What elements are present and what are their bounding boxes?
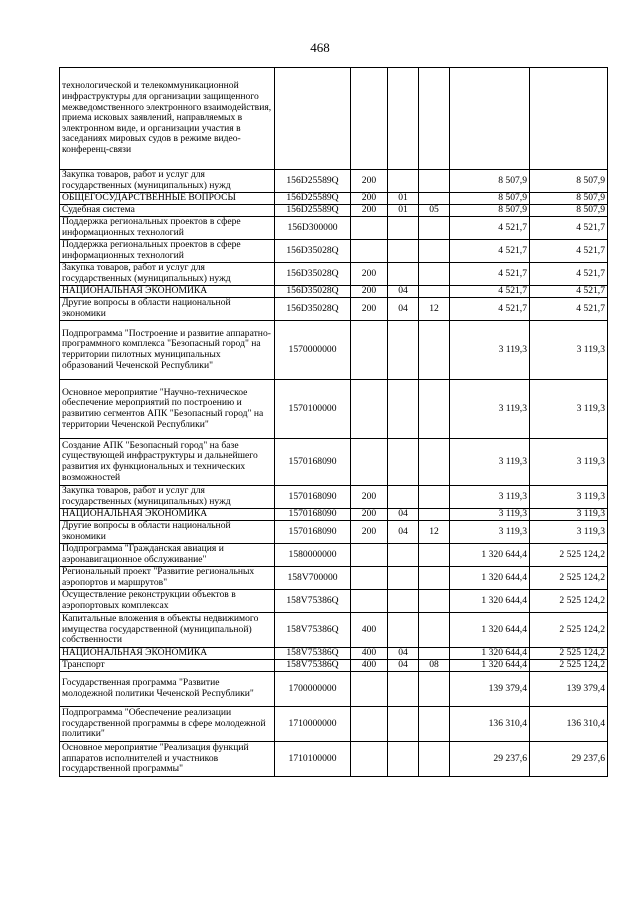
row-name-cell: Поддержка региональных проектов в сфере информационных технологий	[60, 240, 275, 263]
budget-table	[59, 67, 608, 777]
row-name-cell: Закупка товаров, работ и услуг для государственных (муниципальных) нужд	[60, 170, 275, 193]
subsection-cell: 12	[419, 521, 450, 544]
expense-type-cell: 400	[351, 660, 388, 672]
subsection-cell	[419, 439, 450, 486]
amount-2021-cell: 139 379,4	[450, 672, 530, 707]
amount-2021-cell: 1 320 644,4	[450, 613, 530, 648]
amount-2022-cell: 3 119,3	[530, 521, 608, 544]
amount-2022-cell: 2 525 124,2	[530, 590, 608, 613]
table-row	[60, 521, 608, 544]
amount-2021-cell: 3 119,3	[450, 380, 530, 439]
row-name-cell: Осуществление реконструкции объектов в аэропортовых комплексах	[60, 590, 275, 613]
expense-type-cell: 400	[351, 648, 388, 660]
row-name-cell: Закупка товаров, работ и услуг для государственных (муниципальных) нужд	[60, 263, 275, 286]
budget-code-cell: 158V75386Q	[275, 660, 351, 672]
subsection-cell	[419, 240, 450, 263]
amount-2022-cell: 2 525 124,2	[530, 648, 608, 660]
subsection-cell	[419, 217, 450, 240]
budget-code-cell: 1570100000	[275, 380, 351, 439]
budget-code-cell: 1570168090	[275, 486, 351, 509]
section-cell	[388, 486, 419, 509]
amount-2021-cell: 1 320 644,4	[450, 567, 530, 590]
amount-2021-cell: 3 119,3	[450, 439, 530, 486]
expense-type-cell: 400	[351, 613, 388, 648]
budget-code-cell: 156D25589Q	[275, 205, 351, 217]
amount-2022-cell: 2 525 124,2	[530, 567, 608, 590]
table-row	[60, 742, 608, 777]
expense-type-cell: 200	[351, 205, 388, 217]
table-row	[60, 544, 608, 567]
amount-2021-cell: 8 507,9	[450, 170, 530, 193]
amount-2021-cell: 8 507,9	[450, 193, 530, 205]
expense-type-cell: 200	[351, 170, 388, 193]
amount-2022-cell: 4 521,7	[530, 263, 608, 286]
amount-2022-cell: 8 507,9	[530, 170, 608, 193]
row-name-cell: Государственная программа "Развитие молодежной политики Чеченской Республики"	[60, 672, 275, 707]
row-name-cell: ОБЩЕГОСУДАРСТВЕННЫЕ ВОПРОСЫ	[60, 193, 275, 205]
subsection-cell	[419, 286, 450, 298]
amount-2021-cell: 3 119,3	[450, 509, 530, 521]
expense-type-cell	[351, 672, 388, 707]
expense-type-cell: 200	[351, 509, 388, 521]
amount-2021-cell: 4 521,7	[450, 240, 530, 263]
section-cell: 04	[388, 286, 419, 298]
expense-type-cell	[351, 240, 388, 263]
section-cell: 04	[388, 509, 419, 521]
budget-code-cell: 1570168090	[275, 521, 351, 544]
row-name-cell: Подпрограмма "Построение и развитие аппаратно-программного комплекса "Безопасный город" на территории пилотных муниципальных образований Чеченской Республики"	[60, 321, 275, 380]
subsection-cell	[419, 707, 450, 742]
section-cell	[388, 742, 419, 777]
row-name-cell: Подпрограмма "Гражданская авиация и аэронавигационное обслуживание"	[60, 544, 275, 567]
expense-type-cell	[351, 217, 388, 240]
subsection-cell	[419, 590, 450, 613]
subsection-cell	[419, 321, 450, 380]
expense-type-cell	[351, 544, 388, 567]
section-cell: 04	[388, 660, 419, 672]
section-cell	[388, 68, 419, 170]
table-row	[60, 217, 608, 240]
budget-code-cell: 158V75386Q	[275, 613, 351, 648]
amount-2022-cell: 4 521,7	[530, 298, 608, 321]
row-name-cell: Поддержка региональных проектов в сфере информационных технологий	[60, 217, 275, 240]
section-cell	[388, 380, 419, 439]
row-name-cell: НАЦИОНАЛЬНАЯ ЭКОНОМИКА	[60, 648, 275, 660]
amount-2021-cell: 4 521,7	[450, 217, 530, 240]
budget-code-cell: 1710000000	[275, 707, 351, 742]
amount-2021-cell: 136 310,4	[450, 707, 530, 742]
table-row	[60, 707, 608, 742]
amount-2021-cell: 1 320 644,4	[450, 660, 530, 672]
section-cell	[388, 217, 419, 240]
amount-2021-cell: 3 119,3	[450, 521, 530, 544]
subsection-cell	[419, 742, 450, 777]
subsection-cell: 12	[419, 298, 450, 321]
amount-2022-cell: 2 525 124,2	[530, 544, 608, 567]
table-row	[60, 509, 608, 521]
amount-2022-cell: 4 521,7	[530, 217, 608, 240]
amount-2022-cell: 8 507,9	[530, 193, 608, 205]
amount-2022-cell: 4 521,7	[530, 240, 608, 263]
section-cell	[388, 672, 419, 707]
table-row	[60, 672, 608, 707]
amount-2022-cell: 136 310,4	[530, 707, 608, 742]
budget-code-cell: 1710100000	[275, 742, 351, 777]
row-name-cell: Основное мероприятие "Научно-техническое обеспечение мероприятий по построению и развитию сегментов АПК "Безопасный город" на территории Чеченской Республики"	[60, 380, 275, 439]
expense-type-cell	[351, 68, 388, 170]
amount-2022-cell: 3 119,3	[530, 486, 608, 509]
subsection-cell	[419, 486, 450, 509]
subsection-cell	[419, 648, 450, 660]
expense-type-cell: 200	[351, 286, 388, 298]
section-cell	[388, 170, 419, 193]
section-cell: 04	[388, 648, 419, 660]
row-name-cell: Судебная система	[60, 205, 275, 217]
section-cell: 04	[388, 521, 419, 544]
section-cell: 01	[388, 205, 419, 217]
table-row	[60, 68, 608, 170]
amount-2021-cell	[450, 68, 530, 170]
budget-code-cell: 1580000000	[275, 544, 351, 567]
row-name-cell: Другие вопросы в области национальной экономики	[60, 298, 275, 321]
table-row	[60, 567, 608, 590]
subsection-cell	[419, 68, 450, 170]
expense-type-cell	[351, 567, 388, 590]
table-row	[60, 648, 608, 660]
row-name-cell: Создание АПК "Безопасный город" на базе существующей инфраструктуры и дальнейшего развития их функциональных и технических возможностей	[60, 439, 275, 486]
budget-code-cell: 156D25589Q	[275, 193, 351, 205]
amount-2021-cell: 1 320 644,4	[450, 648, 530, 660]
row-name-cell: Региональный проект "Развитие региональных аэропортов и маршрутов"	[60, 567, 275, 590]
amount-2022-cell: 4 521,7	[530, 286, 608, 298]
amount-2021-cell: 4 521,7	[450, 263, 530, 286]
subsection-cell	[419, 509, 450, 521]
section-cell	[388, 240, 419, 263]
section-cell	[388, 567, 419, 590]
expense-type-cell: 200	[351, 263, 388, 286]
subsection-cell	[419, 263, 450, 286]
budget-code-cell: 156D35028Q	[275, 286, 351, 298]
amount-2021-cell: 3 119,3	[450, 321, 530, 380]
table-row	[60, 263, 608, 286]
section-cell	[388, 613, 419, 648]
amount-2022-cell: 3 119,3	[530, 509, 608, 521]
row-name-cell: Другие вопросы в области национальной экономики	[60, 521, 275, 544]
subsection-cell: 08	[419, 660, 450, 672]
table-row	[60, 590, 608, 613]
budget-code-cell: 156D35028Q	[275, 263, 351, 286]
subsection-cell	[419, 567, 450, 590]
table-row	[60, 380, 608, 439]
expense-type-cell: 200	[351, 486, 388, 509]
row-name-cell: технологической и телекоммуникационной инфраструктуры для организации защищенного межведомственного электронного взаимодействия, приема исковых заявлений, направляемых в электронном виде, и организации участия в заседаниях мировых судов в режиме видео-конференц-связи	[60, 68, 275, 170]
table-row	[60, 170, 608, 193]
amount-2021-cell: 29 237,6	[450, 742, 530, 777]
row-name-cell: НАЦИОНАЛЬНАЯ ЭКОНОМИКА	[60, 286, 275, 298]
budget-code-cell: 158V700000	[275, 567, 351, 590]
section-cell	[388, 321, 419, 380]
expense-type-cell	[351, 742, 388, 777]
amount-2022-cell: 3 119,3	[530, 321, 608, 380]
amount-2021-cell: 1 320 644,4	[450, 590, 530, 613]
amount-2021-cell: 4 521,7	[450, 286, 530, 298]
expense-type-cell	[351, 707, 388, 742]
amount-2022-cell: 2 525 124,2	[530, 613, 608, 648]
budget-code-cell: 1700000000	[275, 672, 351, 707]
subsection-cell	[419, 170, 450, 193]
subsection-cell	[419, 613, 450, 648]
budget-code-cell: 156D25589Q	[275, 170, 351, 193]
expense-type-cell	[351, 439, 388, 486]
subsection-cell	[419, 672, 450, 707]
section-cell	[388, 544, 419, 567]
table-row	[60, 660, 608, 672]
subsection-cell	[419, 544, 450, 567]
expense-type-cell: 200	[351, 298, 388, 321]
table-row	[60, 486, 608, 509]
table-row	[60, 193, 608, 205]
table-row	[60, 286, 608, 298]
section-cell: 01	[388, 193, 419, 205]
table-row	[60, 613, 608, 648]
section-cell	[388, 590, 419, 613]
budget-code-cell: 156D300000	[275, 217, 351, 240]
table-row	[60, 205, 608, 217]
amount-2022-cell: 8 507,9	[530, 205, 608, 217]
budget-code-cell: 156D35028Q	[275, 298, 351, 321]
section-cell	[388, 439, 419, 486]
section-cell: 04	[388, 298, 419, 321]
amount-2022-cell: 3 119,3	[530, 439, 608, 486]
budget-code-cell: 158V75386Q	[275, 590, 351, 613]
amount-2022-cell: 139 379,4	[530, 672, 608, 707]
section-cell	[388, 707, 419, 742]
row-name-cell: Капитальные вложения в объекты недвижимого имущества государственной (муниципальной) собственности	[60, 613, 275, 648]
page-number: 468	[310, 40, 330, 55]
row-name-cell: Транспорт	[60, 660, 275, 672]
expense-type-cell	[351, 590, 388, 613]
table-row	[60, 298, 608, 321]
table-row	[60, 321, 608, 380]
row-name-cell: Закупка товаров, работ и услуг для государственных (муниципальных) нужд	[60, 486, 275, 509]
budget-code-cell: 1570000000	[275, 321, 351, 380]
budget-code-cell	[275, 68, 351, 170]
budget-code-cell: 1570168090	[275, 509, 351, 521]
amount-2022-cell: 3 119,3	[530, 380, 608, 439]
amount-2022-cell	[530, 68, 608, 170]
table-row	[60, 439, 608, 486]
amount-2021-cell: 3 119,3	[450, 486, 530, 509]
expense-type-cell: 200	[351, 521, 388, 544]
table-row	[60, 240, 608, 263]
budget-code-cell: 1570168090	[275, 439, 351, 486]
amount-2021-cell: 1 320 644,4	[450, 544, 530, 567]
amount-2022-cell: 2 525 124,2	[530, 660, 608, 672]
budget-code-cell: 156D35028Q	[275, 240, 351, 263]
budget-code-cell: 158V75386Q	[275, 648, 351, 660]
amount-2021-cell: 4 521,7	[450, 298, 530, 321]
subsection-cell: 05	[419, 205, 450, 217]
subsection-cell	[419, 380, 450, 439]
amount-2022-cell: 29 237,6	[530, 742, 608, 777]
row-name-cell: Подпрограмма "Обеспечение реализации государственной программы в сфере молодежной политики"	[60, 707, 275, 742]
row-name-cell: НАЦИОНАЛЬНАЯ ЭКОНОМИКА	[60, 509, 275, 521]
expense-type-cell	[351, 380, 388, 439]
row-name-cell: Основное мероприятие "Реализация функций аппаратов исполнителей и участников государственной программы"	[60, 742, 275, 777]
subsection-cell	[419, 193, 450, 205]
expense-type-cell: 200	[351, 193, 388, 205]
expense-type-cell	[351, 321, 388, 380]
amount-2021-cell: 8 507,9	[450, 205, 530, 217]
section-cell	[388, 263, 419, 286]
